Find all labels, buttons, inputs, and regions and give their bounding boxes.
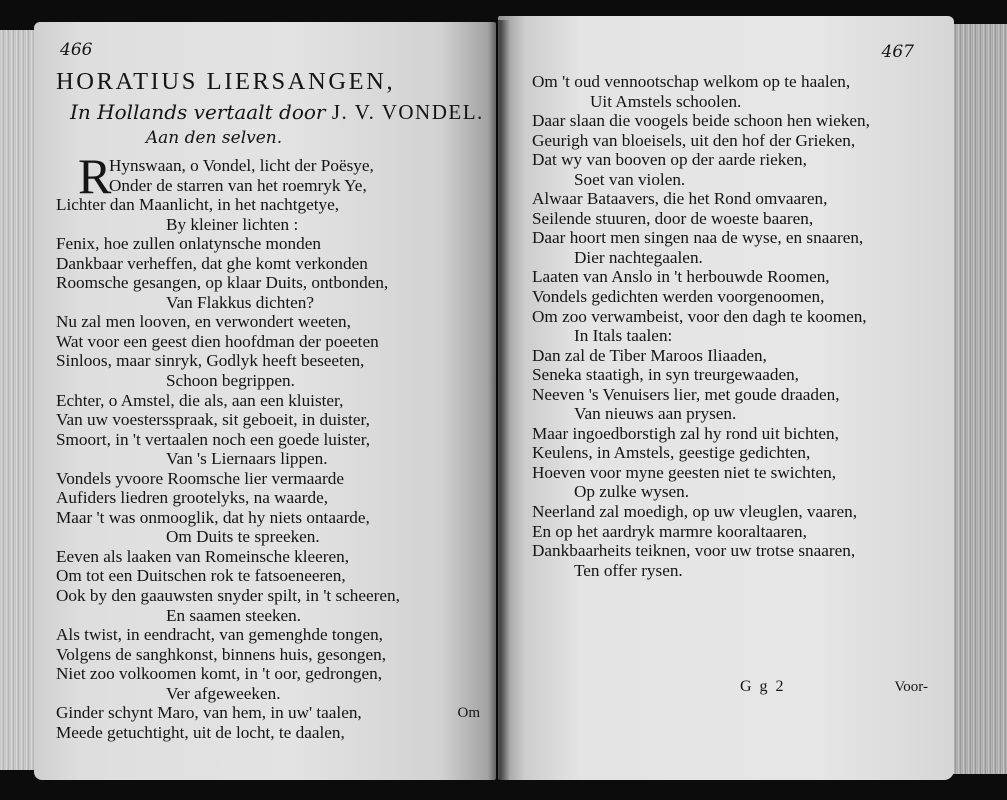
catchword-right: Voor- — [894, 679, 928, 695]
poem-line: Van uw voestersspraak, sit geboeit, in duister, — [56, 410, 370, 430]
poem-line: By kleiner lichten : — [166, 214, 299, 234]
poem-line: Echter, o Amstel, die als, aan een kluister, — [56, 390, 344, 410]
poem-line: Van Flakkus dichten? — [166, 292, 314, 312]
page-number-right: 467 — [881, 42, 914, 62]
poem-line: Om 't oud vennootschap welkom op te haalen, — [532, 72, 851, 91]
poem-line: Dier nachtegaalen. — [574, 247, 703, 267]
poem-line: Schoon begrippen. — [166, 371, 295, 391]
translator-name: J. V. VONDEL. — [331, 100, 484, 124]
poem-line: Lichter dan Maanlicht, in het nachtgetye, — [56, 195, 340, 215]
poem-line: Volgens de sanghkonst, binnens huis, gesongen, — [56, 644, 387, 664]
poem-line: Op zulke wysen. — [574, 482, 690, 502]
poem-right — [532, 72, 938, 580]
poem-line: Geurigh van bloeisels, uit den hof der Grieken, — [532, 130, 856, 150]
translation-credit — [70, 100, 482, 125]
poem-line: Ten offer rysen. — [574, 560, 683, 580]
poem-line: Om tot een Duitschen rok te fatsoeneeren, — [56, 566, 346, 586]
poem-line: Aufiders liedren grootelyks, na waarde, — [56, 488, 329, 508]
book-gutter — [488, 20, 510, 780]
left-page — [34, 22, 496, 780]
drop-cap: R — [78, 148, 112, 204]
poem-line: Van nieuws aan prysen. — [574, 404, 737, 424]
poem-line: Neerland zal moedigh, op uw vleuglen, vaaren, — [532, 502, 858, 522]
poem-line: Om zoo verwambeist, voor den dagh te koomen, — [532, 306, 867, 326]
poem-line: En saamen steeken. — [166, 605, 302, 625]
poem-line: Ginder schynt Maro, van hem, in uw' taalen, — [56, 703, 362, 723]
poem-line: Fenix, hoe zullen onlatynsche monden — [56, 234, 321, 254]
poem-line: Uit Amstels schoolen. — [590, 91, 742, 111]
poem-line: Wat voor een geest dien hoofdman der poeeten — [56, 331, 379, 351]
poem-line: Dankbaar verheffen, dat ghe komt verkonden — [56, 253, 368, 273]
poem-line: Om Duits te spreeken. — [166, 527, 320, 547]
poem-line: Maar ingoedborstigh zal hy rond uit bichten, — [532, 423, 839, 443]
book-edge-left — [0, 30, 36, 770]
poem-line: Daar slaan die voogels beide schoon hen wieken, — [532, 111, 870, 131]
book-edge-right — [952, 24, 1007, 774]
poem-line: Laaten van Anslo in 't herbouwde Roomen, — [532, 267, 830, 287]
poem-line: Dat wy van booven op der aarde rieken, — [532, 150, 807, 170]
poem-line: Roomsche gesangen, op klaar Duits, ontbonden, — [56, 273, 389, 293]
poem-line: En op het aardryk marmre kooraltaaren, — [532, 521, 807, 541]
page-title: HORATIUS LIERSANGEN, — [56, 68, 396, 95]
poem-line: Seneka staatigh, in syn treurgewaaden, — [532, 365, 799, 385]
poem-line: Sinloos, maar sinryk, Godlyk heeft beseeten, — [56, 351, 365, 371]
poem-heading: Aan den selven. — [145, 128, 283, 148]
poem-line: Nu zal men looven, en verwondert weeten, — [56, 312, 351, 332]
poem-line: Hynswaan, o Vondel, licht der Poësye, — [109, 156, 374, 175]
poem-line: Ook by den gaauwsten snyder spilt, in 't scheeren, — [56, 586, 400, 606]
page-number-left: 466 — [60, 40, 93, 60]
poem-line: Ver afgeweeken. — [166, 683, 281, 703]
poem-line: In Itals taalen: — [574, 326, 673, 346]
poem-line: Niet zoo volkoomen komt, in 't oor, gedrongen, — [56, 664, 383, 684]
poem-line: Maar 't was onmooglik, dat hy niets ontaarde, — [56, 507, 370, 527]
poem-line: Dan zal de Tiber Maroos Iliaaden, — [532, 345, 767, 365]
poem-line: Vondels gedichten werden voorgenoomen, — [532, 287, 825, 307]
poem-line: Soet van violen. — [574, 169, 686, 189]
translation-credit-italic: In Hollands vertaalt door — [70, 100, 326, 124]
poem-line: Eeven als laaken van Romeinsche kleeren, — [56, 546, 350, 566]
poem-line: Hoeven voor myne geesten niet te swichten, — [532, 462, 837, 482]
poem-line: Neeven 's Venuisers lier, met goude draaden, — [532, 384, 840, 404]
right-page — [498, 16, 954, 780]
poem-left — [56, 148, 482, 742]
poem-line: Onder de starren van het roemryk Ye, — [109, 175, 367, 195]
poem-line: Van 's Liernaars lippen. — [166, 449, 328, 469]
poem-line: Seilende stuuren, door de woeste baaren, — [532, 208, 814, 228]
signature-mark: G g 2 — [740, 678, 786, 695]
poem-line: Meede getuchtight, uit de locht, te daalen, — [56, 722, 345, 742]
poem-line: Vondels yvoore Roomsche lier vermaarde — [56, 468, 344, 488]
catchword-left: Om — [457, 705, 480, 721]
poem-line: Keulens, in Amstels, geestige gedichten, — [532, 443, 811, 463]
poem-line: Smoort, in 't vertaalen noch een goede luister, — [56, 429, 371, 449]
poem-line: Dankbaarheits teiknen, voor uw trotse snaaren, — [532, 541, 856, 561]
poem-line: Als twist, in eendracht, van gemenghde tongen, — [56, 625, 383, 645]
poem-line: Alwaar Bataavers, die het Rond omvaaren, — [532, 189, 828, 209]
poem-line: Daar hoort men singen naa de wyse, en snaaren, — [532, 228, 864, 248]
